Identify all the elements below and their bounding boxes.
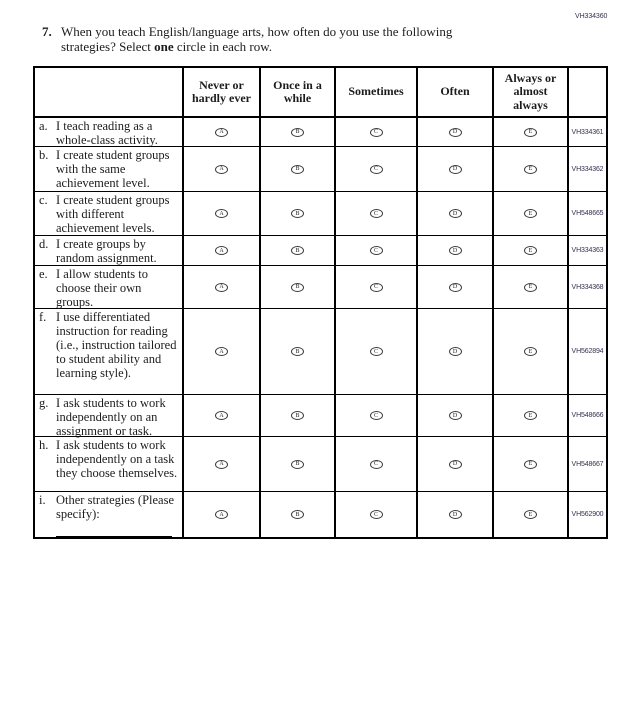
answer-circle-f-B[interactable]: B [291,347,304,356]
row-text: I ask students to work independently on a task they choose themselves. [56,438,178,480]
row-text: I create student groups with the same achievement level. [56,148,170,190]
answer-circle-e-D[interactable]: D [449,283,462,292]
table-row-a [35,118,606,147]
response-matrix-table [33,66,608,539]
question-text-part2: circle in each row. [173,39,273,54]
answer-circle-h-D[interactable]: D [449,460,462,469]
answer-circle-g-A[interactable]: A [215,411,228,420]
row-code-b: VH334362 [571,165,604,173]
row-letter: f. [39,310,47,324]
answer-circle-b-D[interactable]: D [449,165,462,174]
row-text: I create student groups with different achievement levels. [56,193,170,235]
row-code-a: VH334361 [571,128,604,136]
table-row-c [35,192,606,236]
answer-circle-g-C[interactable]: C [370,411,383,420]
question-number: 7. [42,24,52,39]
table-row-b [35,147,606,192]
question-text-part1: When you teach English/language arts, how often do you use the following strategies? Select [61,24,453,54]
column-header-sometimes: Sometimes [336,68,418,116]
table-row-e [35,266,606,309]
answer-circle-b-A[interactable]: A [215,165,228,174]
answer-circle-c-D[interactable]: D [449,209,462,218]
answer-circle-c-B[interactable]: B [291,209,304,218]
answer-circle-e-B[interactable]: B [291,283,304,292]
answer-circle-d-B[interactable]: B [291,246,304,255]
answer-circle-i-C[interactable]: C [370,510,383,519]
answer-circle-a-A[interactable]: A [215,128,228,137]
column-header-always: Always or almost always [494,68,569,116]
row-code-h: VH548667 [571,460,604,468]
answer-circle-d-A[interactable]: A [215,246,228,255]
answer-circle-i-D[interactable]: D [449,510,462,519]
row-letter: c. [39,193,48,207]
answer-circle-b-C[interactable]: C [370,165,383,174]
row-text: I use differentiated instruction for reading (i.e., instruction tailored to student ability and learning style). [56,310,177,380]
answer-circle-e-A[interactable]: A [215,283,228,292]
row-code-e: VH334368 [571,283,604,291]
row-label-d [35,236,184,265]
answer-circle-a-D[interactable]: D [449,128,462,137]
row-label-g [35,395,184,436]
row-letter: h. [39,438,49,452]
answer-circle-e-C[interactable]: C [370,283,383,292]
row-label-h [35,437,184,491]
answer-circle-d-C[interactable]: C [370,246,383,255]
answer-circle-c-C[interactable]: C [370,209,383,218]
row-letter: e. [39,267,48,281]
row-letter: g. [39,396,49,410]
answer-circle-g-E[interactable]: E [524,411,537,420]
answer-circle-b-B[interactable]: B [291,165,304,174]
answer-circle-i-A[interactable]: A [215,510,228,519]
answer-circle-h-A[interactable]: A [215,460,228,469]
table-row-i [35,492,606,537]
answer-circle-c-A[interactable]: A [215,209,228,218]
row-letter: d. [39,237,49,251]
answer-circle-a-E[interactable]: E [524,128,537,137]
answer-circle-f-E[interactable]: E [524,347,537,356]
header-empty-cell [35,68,184,116]
answer-circle-d-D[interactable]: D [449,246,462,255]
table-row-g [35,395,606,437]
row-text: I allow students to choose their own groups. [56,267,149,309]
answer-circle-i-B[interactable]: B [291,510,304,519]
row-label-b [35,147,184,191]
column-header-often: Often [418,68,494,116]
row-label-c [35,192,184,235]
answer-circle-a-B[interactable]: B [291,128,304,137]
row-text: I teach reading as a whole-class activity. [56,119,158,147]
answer-circle-b-E[interactable]: E [524,165,537,174]
row-label-f [35,309,184,394]
row-code-c: VH548665 [571,210,604,217]
column-header-never: Never or hardly ever [184,68,261,116]
answer-circle-c-E[interactable]: E [524,209,537,218]
answer-circle-f-D[interactable]: D [449,347,462,356]
row-label-a [35,118,184,146]
question-text-bold: one [154,39,174,54]
table-header-row [35,68,606,118]
table-row-f [35,309,606,395]
answer-circle-h-E[interactable]: E [524,460,537,469]
answer-circle-e-E[interactable]: E [524,283,537,292]
row-code-f: VH562894 [571,348,604,355]
question-text [61,24,497,54]
table-row-h [35,437,606,492]
answer-circle-i-E[interactable]: E [524,510,537,519]
row-text: Other strategies (Please specify): [56,493,175,521]
form-code: VH334360 [575,13,608,20]
answer-circle-f-A[interactable]: A [215,347,228,356]
row-label-e [35,266,184,308]
answer-circle-h-C[interactable]: C [370,460,383,469]
row-letter: i. [39,493,46,507]
answer-circle-g-B[interactable]: B [291,411,304,420]
answer-circle-h-B[interactable]: B [291,460,304,469]
row-text: I create groups by random assignment. [56,237,157,265]
header-code-cell [569,68,606,116]
question-block [42,24,497,54]
row-letter: b. [39,148,49,162]
specify-blank-line[interactable] [56,526,172,537]
row-label-i [35,492,184,537]
answer-circle-d-E[interactable]: E [524,246,537,255]
row-code-d: VH334363 [571,247,604,254]
row-code-i: VH562900 [571,511,604,518]
answer-circle-g-D[interactable]: D [449,411,462,420]
answer-circle-a-C[interactable]: C [370,128,383,137]
table-row-d [35,236,606,266]
answer-circle-f-C[interactable]: C [370,347,383,356]
column-header-once-in-a-while: Once in a while [261,68,336,116]
row-letter: a. [39,119,48,133]
row-text: I ask students to work independently on an assignment or task. [56,396,166,438]
row-code-g: VH548666 [571,412,604,419]
